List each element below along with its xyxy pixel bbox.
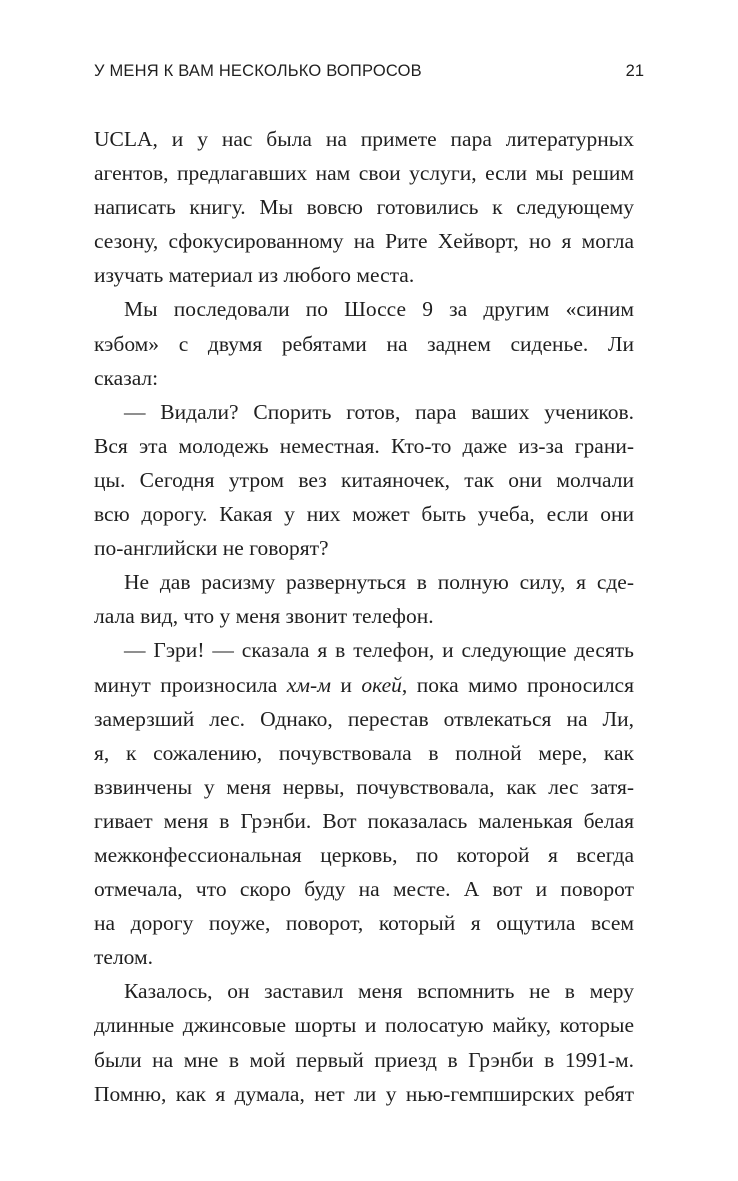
running-title: У МЕНЯ К ВАМ НЕСКОЛЬКО ВОПРОСОВ — [94, 62, 422, 80]
body-text — [94, 122, 634, 1111]
text-line: всю дорогу. Какая у них может быть учеба, если они — [94, 502, 634, 527]
text-line: кэбом» с двумя ребятами на заднем сиденье. Ли — [94, 331, 634, 356]
text-line: сезону, сфокусированному на Рите Хейворт, но я могла — [94, 229, 634, 254]
text-line: изучать материал из любого места. — [94, 263, 415, 288]
text-line: написать книгу. Мы вовсю готовились к следующему — [94, 195, 634, 220]
text-line: длинные джинсовые шорты и полосатую майку, которые — [94, 1013, 634, 1038]
text-line: лала вид, что у меня звонит телефон. — [94, 604, 434, 629]
text-line: UCLA, и у нас была на примете пара литературных — [94, 127, 634, 151]
text-line: Помню, как я думала, нет ли у нью-гемпширских ребят — [94, 1081, 634, 1106]
text-line — [94, 668, 634, 702]
page-number: 21 — [625, 62, 644, 80]
text-line: Не дав расизму развернуться в полную силу, я сде- — [124, 570, 634, 595]
text-line: Мы последовали по Шоссе 9 за другим «синим — [124, 297, 634, 322]
text-line: цы. Сегодня утром вез китаяночек, так они молчали — [94, 467, 634, 492]
italic-word: окей — [361, 672, 402, 697]
italic-word: хм-м — [286, 672, 331, 697]
text-line: Казалось, он заставил меня вспомнить не в меру — [124, 979, 634, 1004]
text-line: — Видали? Спорить готов, пара ваших учеников. — [124, 399, 634, 424]
text-line: были на мне в мой первый приезд в Грэнби в 1991-м. — [94, 1047, 634, 1072]
text-line: — Гэри! — сказала я в телефон, и следующие десять — [124, 638, 634, 663]
text-line: межконфессиональная церковь, по которой я всегда — [94, 842, 634, 867]
text-span: минут произносила — [94, 672, 287, 697]
text-line: сказал: — [94, 365, 159, 390]
text-line: на дорогу поуже, поворот, который я ощутила всем — [94, 911, 634, 936]
text-line: отмечала, что скоро буду на месте. А вот и поворот — [94, 877, 634, 902]
text-line: взвинчены у меня нервы, почувствовала, как лес затя- — [94, 774, 634, 799]
text-line: гивает меня в Грэнби. Вот показалась маленькая белая — [94, 808, 634, 833]
text-span: и — [330, 672, 362, 697]
text-line: замерзший лес. Однако, перестав отвлекаться на Ли, — [94, 706, 634, 731]
text-line: телом. — [94, 945, 153, 970]
text-line: я, к сожалению, почувствовала в полной мере, как — [94, 740, 634, 765]
text-span: , пока мимо проносился — [401, 672, 634, 697]
text-line: Вся эта молодежь неместная. Кто-то даже из-за грани- — [94, 433, 634, 458]
text-line: агентов, предлагавших нам свои услуги, если мы решим — [94, 161, 634, 186]
text-line: по-английски не говорят? — [94, 536, 329, 561]
